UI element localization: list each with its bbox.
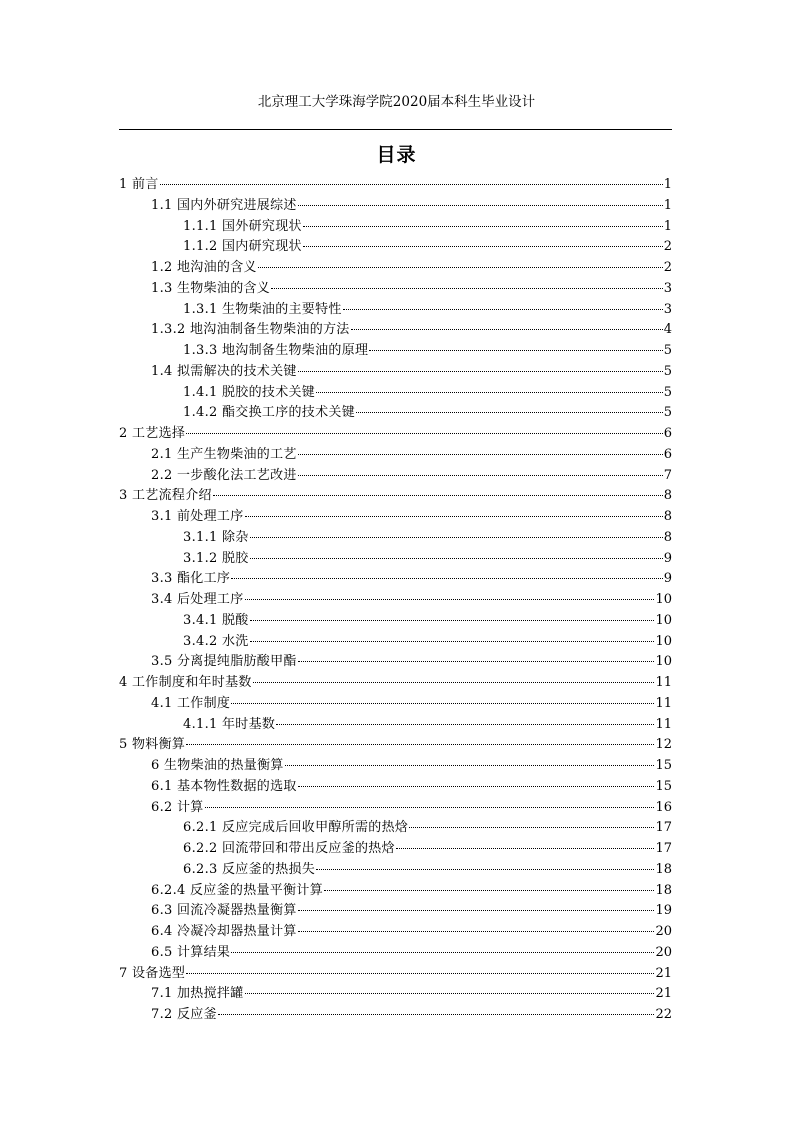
toc-entry-label: 7.2 反应釜: [151, 1007, 217, 1022]
toc-entry[interactable]: [119, 777, 672, 798]
toc-entry-label: 3.1 前处理工序: [151, 509, 244, 524]
toc-dot-leader: [356, 412, 663, 413]
toc-entry-label: 2.2 一步酸化法工艺改进: [151, 467, 297, 483]
toc-dot-leader: [298, 454, 663, 455]
toc-dot-leader: [160, 184, 663, 185]
toc-entry-page-number: 4: [663, 322, 672, 338]
toc-entry-label: 4 工作制度和年时基数: [119, 675, 252, 690]
toc-entry-page-number: 5: [663, 405, 672, 421]
toc-entry[interactable]: [119, 341, 672, 362]
toc-entry-label: 1.1 国内外研究进展综述: [151, 197, 297, 213]
toc-dot-leader: [343, 309, 663, 310]
toc-entry[interactable]: [119, 279, 672, 300]
toc-entry[interactable]: [119, 881, 672, 902]
toc-dot-leader: [409, 827, 654, 828]
toc-entry[interactable]: [119, 486, 672, 507]
toc-entry-page-number: 1: [663, 197, 672, 213]
toc-entry-page-number: 8: [663, 529, 672, 545]
toc-dot-leader: [298, 661, 655, 662]
toc-entry-label: 3.5 分离提纯脂肪酸甲酯: [151, 654, 297, 670]
toc-dot-leader: [250, 620, 655, 621]
toc-dot-leader: [258, 267, 663, 268]
toc-dot-leader: [245, 516, 663, 517]
toc-entry[interactable]: [119, 984, 672, 1005]
toc-dot-leader: [245, 599, 655, 600]
toc-dot-leader: [298, 475, 663, 476]
toc-entry-label: 6 生物柴油的热量衡算: [151, 758, 284, 773]
toc-entry-page-number: 15: [655, 778, 672, 794]
toc-entry-page-number: 3: [663, 301, 672, 317]
toc-entry[interactable]: [119, 424, 672, 445]
toc-entry[interactable]: [119, 611, 672, 632]
toc-entry[interactable]: [119, 383, 672, 404]
toc-entry-page-number: 21: [655, 986, 672, 1002]
toc-entry[interactable]: [119, 590, 672, 611]
toc-entry[interactable]: [119, 943, 672, 964]
toc-entry-label: 1.1.2 国内研究现状: [183, 239, 302, 255]
toc-entry-label: 3.4 后处理工序: [151, 592, 244, 607]
toc-entry-label: 6.3 回流冷凝器热量衡算: [151, 903, 297, 919]
header-divider: [119, 129, 672, 130]
toc-entry-page-number: 21: [655, 965, 672, 981]
toc-entry-label: 1.3.1 生物柴油的主要特性: [183, 301, 342, 317]
toc-entry-page-number: 22: [655, 1007, 672, 1022]
toc-entry-label: 2 工艺选择: [119, 426, 186, 441]
toc-entry-label: 1.4 拟需解决的技术关键: [151, 363, 297, 379]
toc-entry-label: 7 设备选型: [119, 965, 186, 981]
toc-dot-leader: [245, 993, 655, 994]
toc-dot-leader: [351, 329, 663, 330]
table-of-contents: [119, 175, 672, 1026]
toc-entry-page-number: 1: [663, 218, 672, 234]
toc-dot-leader: [316, 392, 663, 393]
toc-entry[interactable]: [119, 362, 672, 383]
toc-entry-page-number: 20: [655, 924, 672, 939]
toc-entry-page-number: 8: [663, 488, 672, 504]
toc-dot-leader: [231, 703, 654, 704]
toc-dot-leader: [298, 931, 655, 932]
toc-entry-page-number: 5: [663, 384, 672, 400]
toc-entry-page-number: 15: [655, 758, 672, 773]
toc-entry-page-number: 9: [663, 571, 672, 587]
toc-entry-page-number: 7: [663, 467, 672, 483]
toc-entry-label: 3.4.1 脱酸: [183, 612, 249, 628]
toc-entry-page-number: 6: [663, 446, 672, 462]
toc-entry[interactable]: [119, 964, 672, 985]
toc-entry[interactable]: [119, 922, 672, 943]
toc-entry[interactable]: [119, 1005, 672, 1026]
toc-dot-leader: [298, 205, 663, 206]
toc-entry-label: 1 前言: [119, 177, 159, 192]
toc-entry-label: 6.4 冷凝冷却器热量计算: [151, 924, 297, 939]
toc-entry-page-number: 19: [655, 903, 672, 919]
toc-entry-page-number: 9: [663, 550, 672, 566]
toc-entry-label: 2.1 生产生物柴油的工艺: [151, 446, 297, 462]
toc-entry[interactable]: [119, 258, 672, 279]
toc-entry-label: 6.2 计算: [151, 799, 204, 815]
toc-entry-label: 1.3.2 地沟油制备生物柴油的方法: [151, 322, 350, 338]
toc-dot-leader: [316, 869, 654, 870]
toc-dot-leader: [250, 537, 663, 538]
toc-entry-label: 3.1.1 除杂: [183, 529, 249, 545]
toc-entry-label: 3.4.2 水洗: [183, 633, 249, 649]
toc-entry[interactable]: [119, 839, 672, 860]
toc-entry[interactable]: [119, 403, 672, 424]
toc-entry[interactable]: [119, 798, 672, 819]
toc-entry-label: 1.3.3 地沟制备生物柴油的原理: [183, 343, 369, 358]
toc-entry-page-number: 12: [655, 737, 672, 753]
toc-entry-label: 1.2 地沟油的含义: [151, 260, 257, 275]
toc-entry-label: 6.2.3 反应釜的热损失: [183, 861, 316, 877]
toc-entry[interactable]: [119, 673, 672, 694]
toc-dot-leader: [298, 371, 663, 372]
toc-entry[interactable]: [119, 300, 672, 321]
toc-entry[interactable]: [119, 445, 672, 466]
toc-entry[interactable]: [119, 217, 672, 238]
toc-entry[interactable]: [119, 320, 672, 341]
toc-dot-leader: [298, 786, 655, 787]
toc-entry[interactable]: [119, 652, 672, 673]
toc-entry-page-number: 11: [655, 716, 672, 732]
toc-dot-leader: [218, 1014, 655, 1015]
toc-entry-label: 1.4.1 脱胶的技术关键: [183, 384, 316, 400]
toc-entry-label: 6.2.4 反应釜的热量平衡计算: [151, 882, 324, 898]
toc-dot-leader: [205, 807, 655, 808]
toc-entry-label: 3.3 酯化工序: [151, 571, 231, 587]
toc-entry[interactable]: [119, 237, 672, 258]
toc-entry-label: 3 工艺流程介绍: [119, 488, 212, 504]
toc-entry-page-number: 18: [655, 861, 672, 877]
toc-entry-label: 1.1.1 国外研究现状: [183, 218, 302, 234]
toc-dot-leader: [250, 641, 655, 642]
toc-entry-label: 1.4.2 酯交换工序的技术关键: [183, 405, 356, 421]
toc-dot-leader: [285, 765, 655, 766]
toc-dot-leader: [276, 724, 654, 725]
toc-entry-page-number: 10: [655, 612, 672, 628]
toc-entry-label: 6.1 基本物性数据的选取: [151, 778, 297, 794]
toc-entry-page-number: 11: [655, 695, 672, 711]
toc-entry-page-number: 8: [663, 509, 672, 524]
toc-entry-label: 7.1 加热搅拌罐: [151, 986, 244, 1002]
page-header: 北京理工大学珠海学院2020届本科生毕业设计: [257, 94, 536, 110]
toc-dot-leader: [298, 910, 655, 911]
toc-dot-leader: [231, 578, 663, 579]
toc-entry-label: 4.1 工作制度: [151, 695, 231, 711]
toc-entry-page-number: 3: [663, 280, 672, 296]
toc-entry-label: 5 物料衡算: [119, 737, 186, 753]
toc-entry-label: 6.5 计算结果: [151, 944, 231, 960]
toc-entry[interactable]: [119, 715, 672, 736]
toc-dot-leader: [271, 288, 663, 289]
toc-entry-page-number: 6: [663, 426, 672, 441]
toc-entry[interactable]: [119, 175, 672, 196]
toc-entry-label: 6.2.1 反应完成后回收甲醇所需的热焓: [183, 820, 409, 836]
toc-entry[interactable]: [119, 860, 672, 881]
toc-dot-leader: [231, 952, 654, 953]
toc-entry-page-number: 10: [655, 633, 672, 649]
toc-entry-page-number: 16: [655, 799, 672, 815]
toc-entry[interactable]: [119, 196, 672, 217]
toc-entry[interactable]: [119, 528, 672, 549]
toc-entry[interactable]: [119, 466, 672, 487]
toc-entry-page-number: 10: [655, 592, 672, 607]
toc-entry[interactable]: [119, 632, 672, 653]
toc-dot-leader: [303, 226, 663, 227]
toc-entry-page-number: 1: [663, 177, 672, 192]
toc-entry-page-number: 10: [655, 654, 672, 670]
toc-dot-leader: [253, 682, 655, 683]
toc-entry-label: 4.1.1 年时基数: [183, 716, 276, 732]
toc-title: 目录: [376, 144, 417, 166]
toc-entry-page-number: 17: [655, 841, 672, 856]
toc-entry[interactable]: [119, 549, 672, 570]
toc-entry-page-number: 2: [663, 239, 672, 255]
toc-entry[interactable]: [119, 694, 672, 715]
toc-dot-leader: [303, 246, 663, 247]
toc-dot-leader: [250, 558, 663, 559]
toc-entry-page-number: 2: [663, 260, 672, 275]
toc-entry-page-number: 5: [663, 343, 672, 358]
toc-dot-leader: [186, 744, 654, 745]
toc-entry[interactable]: [119, 735, 672, 756]
toc-entry-label: 6.2.2 回流带回和带出反应釜的热焓: [183, 841, 395, 856]
toc-entry-page-number: 5: [663, 363, 672, 379]
toc-entry[interactable]: [119, 507, 672, 528]
toc-dot-leader: [369, 350, 662, 351]
toc-entry[interactable]: [119, 756, 672, 777]
toc-entry[interactable]: [119, 901, 672, 922]
toc-dot-leader: [396, 848, 655, 849]
toc-dot-leader: [186, 433, 663, 434]
toc-entry-label: 1.3 生物柴油的含义: [151, 280, 271, 296]
toc-entry[interactable]: [119, 569, 672, 590]
toc-entry-page-number: 11: [655, 675, 672, 690]
toc-dot-leader: [186, 973, 654, 974]
toc-entry-page-number: 20: [655, 944, 672, 960]
toc-dot-leader: [213, 495, 663, 496]
toc-entry[interactable]: [119, 818, 672, 839]
toc-dot-leader: [324, 890, 654, 891]
toc-entry-label: 3.1.2 脱胶: [183, 550, 249, 566]
toc-entry-page-number: 18: [655, 882, 672, 898]
toc-entry-page-number: 17: [655, 820, 672, 836]
